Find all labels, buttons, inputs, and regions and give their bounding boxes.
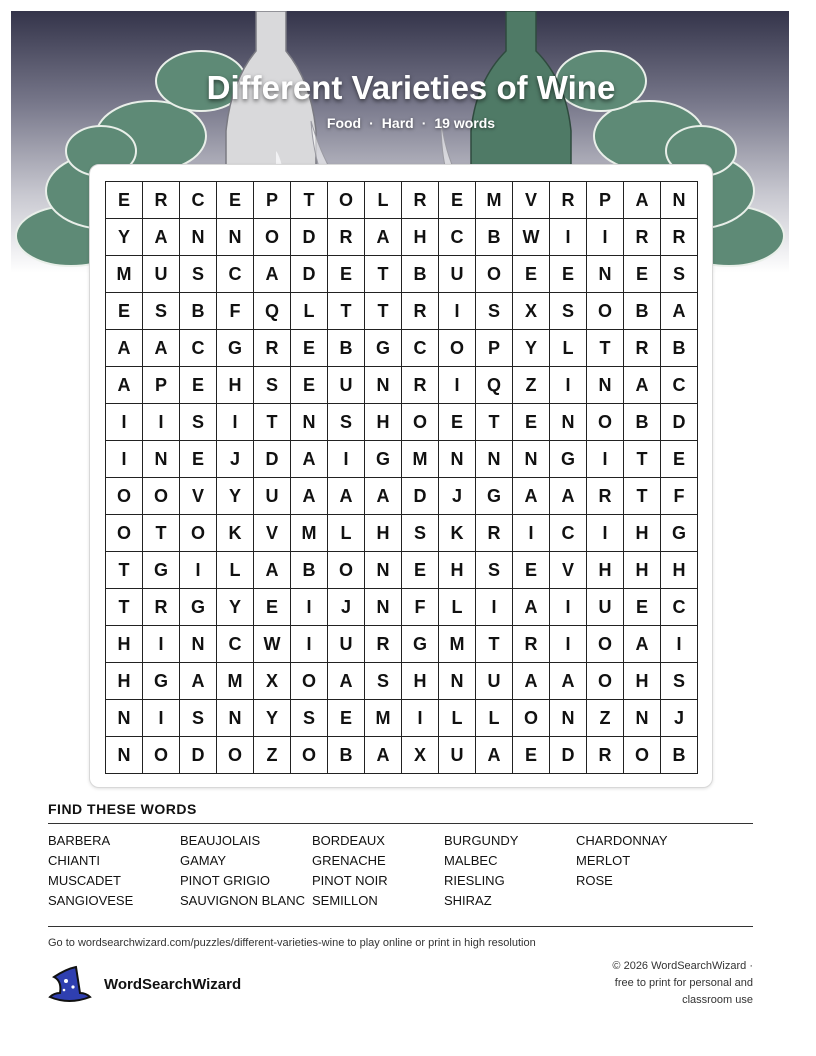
grid-cell: I [143, 404, 180, 441]
meta-category: Food [326, 115, 362, 131]
grid-cell: B [624, 293, 661, 330]
grid-cell: M [402, 441, 439, 478]
grid-cell: A [143, 330, 180, 367]
grid-cell: T [476, 626, 513, 663]
word-item: BURGUNDY [444, 833, 519, 848]
grid-cell: O [328, 182, 365, 219]
grid-cell: O [143, 478, 180, 515]
word-item: SAUVIGNON BLANC [180, 893, 305, 908]
word-item: GRENACHE [312, 853, 386, 868]
grid-cell: P [254, 182, 291, 219]
grid-cell: I [587, 515, 624, 552]
word-item: CHIANTI [48, 853, 100, 868]
grid-cell: W [254, 626, 291, 663]
word-item: BARBERA [48, 833, 111, 848]
grid-cell: H [365, 404, 402, 441]
grid-cell: E [328, 256, 365, 293]
grid-cell: M [106, 256, 143, 293]
grid-cell: C [217, 256, 254, 293]
grid-cell: V [180, 478, 217, 515]
grid-cell: Q [254, 293, 291, 330]
grid-cell: C [180, 182, 217, 219]
grid-cell: A [513, 589, 550, 626]
puzzle-meta [11, 115, 789, 131]
grid-cell: T [365, 293, 402, 330]
grid-cell: O [476, 256, 513, 293]
grid-cell: A [365, 737, 402, 774]
grid-cell: V [254, 515, 291, 552]
grid-cell: O [624, 737, 661, 774]
grid-cell: I [587, 219, 624, 256]
grid-cell: O [180, 515, 217, 552]
grid-cell: N [439, 441, 476, 478]
grid-cell: B [328, 737, 365, 774]
meta-difficulty: Hard [381, 115, 414, 131]
grid-cell: P [587, 182, 624, 219]
grid-cell: A [106, 367, 143, 404]
grid-cell: S [402, 515, 439, 552]
word-item: PINOT NOIR [312, 873, 388, 888]
grid-cell: I [180, 552, 217, 589]
word-item: BORDEAUX [312, 833, 385, 848]
grid-cell: E [624, 256, 661, 293]
letter-grid [105, 181, 698, 774]
grid-cell: L [439, 589, 476, 626]
grid-cell: B [180, 293, 217, 330]
grid-cell: E [291, 330, 328, 367]
grid-cell: Z [254, 737, 291, 774]
grid-cell: E [624, 589, 661, 626]
grid-cell: O [513, 700, 550, 737]
grid-cell: C [217, 626, 254, 663]
grid-cell: Z [587, 700, 624, 737]
word-item: GAMAY [180, 853, 226, 868]
grid-cell: Y [106, 219, 143, 256]
grid-cell: N [106, 737, 143, 774]
grid-cell: O [587, 626, 624, 663]
grid-cell: I [291, 626, 328, 663]
grid-cell: L [291, 293, 328, 330]
copyright-line: © 2026 WordSearchWizard · [612, 960, 753, 972]
grid-cell: T [624, 441, 661, 478]
grid-cell: O [587, 663, 624, 700]
grid-cell: A [106, 330, 143, 367]
grid-cell: N [180, 626, 217, 663]
grid-cell: F [217, 293, 254, 330]
grid-cell: O [291, 663, 328, 700]
grid-cell: H [106, 626, 143, 663]
grid-cell: C [661, 367, 698, 404]
grid-cell: R [328, 219, 365, 256]
grid-cell: D [661, 404, 698, 441]
meta-separator: · [369, 115, 374, 131]
grid-cell: U [143, 256, 180, 293]
grid-cell: I [550, 626, 587, 663]
grid-cell: J [661, 700, 698, 737]
grid-cell: E [180, 441, 217, 478]
grid-cell: H [106, 663, 143, 700]
grid-cell: E [439, 404, 476, 441]
grid-cell: X [402, 737, 439, 774]
grid-cell: A [328, 478, 365, 515]
grid-cell: Y [254, 700, 291, 737]
grid-cell: A [254, 552, 291, 589]
grid-cell: N [143, 441, 180, 478]
copyright-line: classroom use [682, 994, 753, 1006]
grid-cell: N [365, 589, 402, 626]
grid-cell: A [291, 478, 328, 515]
grid-cell: N [291, 404, 328, 441]
grid-cell: I [550, 219, 587, 256]
copyright-line: free to print for personal and [614, 977, 753, 989]
grid-cell: L [328, 515, 365, 552]
grid-cell: A [661, 293, 698, 330]
grid-cell: I [513, 515, 550, 552]
grid-cell: B [661, 330, 698, 367]
grid-cell: R [476, 515, 513, 552]
grid-cell: E [439, 182, 476, 219]
grid-cell: A [143, 219, 180, 256]
grid-cell: L [365, 182, 402, 219]
grid-cell: A [624, 182, 661, 219]
word-list [48, 833, 753, 909]
grid-cell: E [550, 256, 587, 293]
grid-cell: S [180, 256, 217, 293]
grid-cell: N [587, 256, 624, 293]
grid-cell: J [439, 478, 476, 515]
grid-cell: N [365, 367, 402, 404]
word-item: SHIRAZ [444, 893, 492, 908]
grid-cell: I [476, 589, 513, 626]
grid-cell: T [328, 293, 365, 330]
grid-cell: E [513, 256, 550, 293]
grid-cell: T [476, 404, 513, 441]
page-title: Different Varieties of Wine [206, 69, 616, 106]
grid-cell: G [550, 441, 587, 478]
grid-cell: B [476, 219, 513, 256]
grid-cell: A [624, 626, 661, 663]
divider [48, 926, 753, 927]
grid-cell: U [328, 626, 365, 663]
grid-cell: T [106, 589, 143, 626]
grid-cell: D [402, 478, 439, 515]
word-item: SEMILLON [312, 893, 378, 908]
word-item: MALBEC [444, 853, 498, 868]
grid-cell: R [550, 182, 587, 219]
grid-cell: A [365, 219, 402, 256]
grid-cell: R [513, 626, 550, 663]
grid-cell: Q [476, 367, 513, 404]
grid-cell: A [328, 663, 365, 700]
grid-cell: R [254, 330, 291, 367]
grid-cell: S [476, 293, 513, 330]
grid-cell: O [217, 737, 254, 774]
grid-cell: D [180, 737, 217, 774]
grid-cell: B [291, 552, 328, 589]
grid-cell: U [328, 367, 365, 404]
grid-cell: Y [217, 478, 254, 515]
grid-cell: G [365, 441, 402, 478]
grid-cell: P [476, 330, 513, 367]
grid-cell: R [587, 478, 624, 515]
word-item: CHARDONNAY [576, 833, 668, 848]
grid-cell: N [180, 219, 217, 256]
grid-cell: K [217, 515, 254, 552]
grid-cell: G [143, 663, 180, 700]
grid-cell: H [439, 552, 476, 589]
brand-name: WordSearchWizard [104, 975, 242, 993]
grid-cell: E [328, 700, 365, 737]
grid-cell: R [365, 626, 402, 663]
grid-cell: M [365, 700, 402, 737]
grid-cell: I [439, 293, 476, 330]
grid-cell: J [217, 441, 254, 478]
grid-cell: S [291, 700, 328, 737]
grid-cell: R [143, 589, 180, 626]
grid-cell: B [624, 404, 661, 441]
grid-cell: V [550, 552, 587, 589]
grid-cell: N [365, 552, 402, 589]
word-item: SANGIOVESE [48, 893, 134, 908]
grid-cell: A [476, 737, 513, 774]
grid-cell: O [254, 219, 291, 256]
grid-cell: U [476, 663, 513, 700]
grid-cell: E [217, 182, 254, 219]
word-item: BEAUJOLAIS [180, 833, 261, 848]
grid-cell: I [106, 441, 143, 478]
grid-cell: Y [513, 330, 550, 367]
grid-cell: F [402, 589, 439, 626]
grid-cell: R [624, 219, 661, 256]
word-item: MERLOT [576, 853, 631, 868]
grid-cell: S [143, 293, 180, 330]
grid-cell: M [439, 626, 476, 663]
grid-cell: C [180, 330, 217, 367]
grid-cell: G [365, 330, 402, 367]
grid-cell: S [550, 293, 587, 330]
grid-cell: E [402, 552, 439, 589]
grid-cell: J [328, 589, 365, 626]
grid-cell: H [624, 552, 661, 589]
grid-cell: E [106, 293, 143, 330]
grid-cell: N [439, 663, 476, 700]
grid-cell: R [624, 330, 661, 367]
grid-cell: T [254, 404, 291, 441]
grid-cell: A [550, 478, 587, 515]
grid-cell: S [661, 256, 698, 293]
grid-cell: I [143, 626, 180, 663]
words-heading: FIND THESE WORDS [48, 801, 197, 817]
grid-cell: E [180, 367, 217, 404]
grid-cell: A [624, 367, 661, 404]
grid-cell: X [513, 293, 550, 330]
grid-cell: I [328, 441, 365, 478]
grid-cell: H [624, 663, 661, 700]
grid-cell: C [439, 219, 476, 256]
grid-cell: B [661, 737, 698, 774]
grid-cell: H [402, 663, 439, 700]
grid-cell: Z [513, 367, 550, 404]
grid-cell: S [180, 404, 217, 441]
grid-cell: O [106, 478, 143, 515]
grid-cell: L [476, 700, 513, 737]
grid-cell: F [661, 478, 698, 515]
grid-cell: I [587, 441, 624, 478]
grid-cell: U [439, 256, 476, 293]
grid-cell: G [661, 515, 698, 552]
grid-cell: U [439, 737, 476, 774]
grid-cell: D [254, 441, 291, 478]
copyright [553, 958, 753, 1009]
grid-cell: L [550, 330, 587, 367]
grid-cell: E [513, 404, 550, 441]
grid-cell: M [291, 515, 328, 552]
grid-cell: S [328, 404, 365, 441]
grid-cell: I [550, 589, 587, 626]
grid-cell: G [476, 478, 513, 515]
grid-cell: L [439, 700, 476, 737]
grid-cell: T [291, 182, 328, 219]
grid-cell: X [254, 663, 291, 700]
grid-cell: R [587, 737, 624, 774]
grid-cell: N [217, 700, 254, 737]
grid-cell: N [661, 182, 698, 219]
grid-cell: D [291, 256, 328, 293]
grid-cell: Y [217, 589, 254, 626]
grid-cell: H [661, 552, 698, 589]
grid-cell: O [291, 737, 328, 774]
wizard-hat-icon [46, 963, 92, 1005]
grid-cell: T [143, 515, 180, 552]
grid-cell: R [402, 182, 439, 219]
grid-cell: E [254, 589, 291, 626]
grid-cell: I [439, 367, 476, 404]
grid-cell: I [550, 367, 587, 404]
grid-cell: E [513, 737, 550, 774]
grid-cell: N [513, 441, 550, 478]
grid-cell: L [217, 552, 254, 589]
grid-cell: R [143, 182, 180, 219]
grid-cell: D [291, 219, 328, 256]
word-item: ROSE [576, 873, 613, 888]
divider [48, 823, 753, 824]
grid-cell: C [661, 589, 698, 626]
grid-cell: C [402, 330, 439, 367]
grid-cell: K [439, 515, 476, 552]
grid-cell: A [254, 256, 291, 293]
grid-cell: A [513, 663, 550, 700]
grid-cell: G [217, 330, 254, 367]
grid-cell: H [365, 515, 402, 552]
grid-cell: S [254, 367, 291, 404]
grid-cell: S [180, 700, 217, 737]
word-item: RIESLING [444, 873, 505, 888]
grid-cell: G [143, 552, 180, 589]
meta-separator: · [421, 115, 427, 131]
meta-word-count: 19 words [434, 115, 496, 131]
grid-cell: N [587, 367, 624, 404]
grid-cell: N [550, 404, 587, 441]
grid-cell: S [661, 663, 698, 700]
grid-cell: E [291, 367, 328, 404]
grid-cell: O [143, 737, 180, 774]
grid-cell: G [180, 589, 217, 626]
grid-cell: B [328, 330, 365, 367]
grid-cell: M [476, 182, 513, 219]
grid-cell: U [587, 589, 624, 626]
grid-cell: C [550, 515, 587, 552]
grid-cell: T [587, 330, 624, 367]
grid-cell: A [291, 441, 328, 478]
grid-cell: N [217, 219, 254, 256]
grid-cell: I [106, 404, 143, 441]
grid-cell: U [254, 478, 291, 515]
grid-cell: E [513, 552, 550, 589]
grid-cell: H [624, 515, 661, 552]
grid-cell: I [291, 589, 328, 626]
grid-cell: O [587, 293, 624, 330]
grid-cell: I [661, 626, 698, 663]
grid-cell: V [513, 182, 550, 219]
word-item: PINOT GRIGIO [180, 873, 271, 888]
footer-link-text: Go to wordsearchwizard.com/puzzles/different-varieties-wine to play online or print in high resolution [48, 937, 536, 949]
grid-cell: A [180, 663, 217, 700]
grid-cell: I [217, 404, 254, 441]
grid-cell: H [587, 552, 624, 589]
grid-cell: N [476, 441, 513, 478]
grid-cell: N [106, 700, 143, 737]
grid-cell: R [661, 219, 698, 256]
grid-cell: E [106, 182, 143, 219]
grid-cell: P [143, 367, 180, 404]
word-item: MUSCADET [48, 873, 121, 888]
grid-cell: D [550, 737, 587, 774]
grid-cell: E [661, 441, 698, 478]
grid-cell: O [439, 330, 476, 367]
grid-cell: O [328, 552, 365, 589]
grid-cell: N [624, 700, 661, 737]
grid-cell: T [365, 256, 402, 293]
grid-cell: M [217, 663, 254, 700]
grid-cell: R [402, 293, 439, 330]
grid-cell: T [624, 478, 661, 515]
grid-cell: S [476, 552, 513, 589]
grid-cell: W [513, 219, 550, 256]
grid-cell: S [365, 663, 402, 700]
grid-cell: A [365, 478, 402, 515]
grid-cell: I [143, 700, 180, 737]
grid-cell: G [402, 626, 439, 663]
grid-cell: H [402, 219, 439, 256]
grid-cell: I [402, 700, 439, 737]
grid-cell: B [402, 256, 439, 293]
grid-cell: O [587, 404, 624, 441]
brand [46, 962, 241, 1006]
grid-cell: T [106, 552, 143, 589]
grid-cell: O [402, 404, 439, 441]
grid-cell: A [513, 478, 550, 515]
grid-cell: O [106, 515, 143, 552]
grid-cell: R [402, 367, 439, 404]
puzzle-card [89, 164, 713, 788]
grid-cell: A [550, 663, 587, 700]
grid-cell: H [217, 367, 254, 404]
grid-cell: N [550, 700, 587, 737]
